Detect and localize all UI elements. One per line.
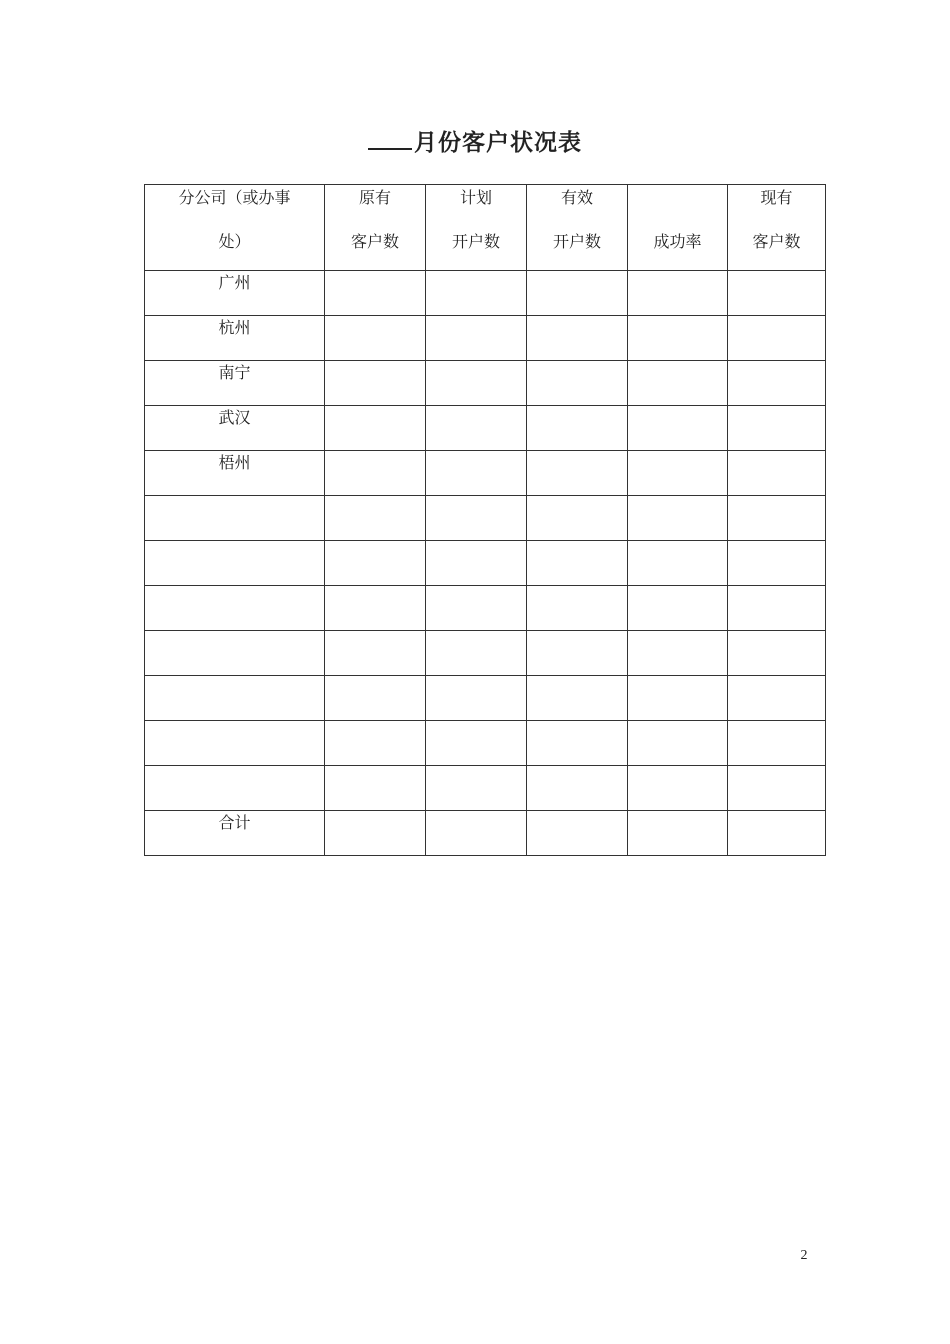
header-line-1: 分公司（或办事 [178, 188, 291, 207]
value-cell [628, 541, 728, 586]
value-cell [527, 541, 628, 586]
header-line-2: 成功率 [653, 232, 702, 251]
branch-cell [145, 766, 325, 811]
branch-name: 合计 [218, 813, 251, 832]
branch-name: 杭州 [218, 318, 251, 337]
header-cell-branch [145, 185, 325, 271]
value-cell [426, 811, 527, 856]
branch-cell [145, 631, 325, 676]
header-line-2: 处） [218, 232, 251, 251]
table-row [145, 271, 826, 316]
table-row [145, 721, 826, 766]
value-cell [527, 631, 628, 676]
header-cell-success-rate [628, 185, 728, 271]
value-cell [728, 811, 826, 856]
branch-cell [145, 676, 325, 721]
value-cell [426, 766, 527, 811]
header-line-1: 计划 [459, 188, 492, 207]
title-text: 月份客户状况表 [414, 130, 582, 156]
value-cell [426, 316, 527, 361]
value-cell [728, 586, 826, 631]
value-cell [325, 541, 426, 586]
value-cell [527, 316, 628, 361]
branch-cell [145, 361, 325, 406]
value-cell [426, 541, 527, 586]
value-cell [426, 676, 527, 721]
value-cell [628, 721, 728, 766]
header-cell-effective-accounts [527, 185, 628, 271]
value-cell [527, 271, 628, 316]
table-row [145, 496, 826, 541]
value-cell [527, 496, 628, 541]
value-cell [325, 271, 426, 316]
value-cell [628, 406, 728, 451]
branch-cell [145, 586, 325, 631]
branch-cell [145, 316, 325, 361]
value-cell [628, 631, 728, 676]
value-cell [426, 721, 527, 766]
value-cell [628, 766, 728, 811]
table-header-row [145, 185, 826, 271]
value-cell [426, 406, 527, 451]
table-row [145, 316, 826, 361]
document-title [0, 124, 950, 157]
value-cell [527, 676, 628, 721]
value-cell [325, 586, 426, 631]
branch-cell [145, 271, 325, 316]
value-cell [728, 271, 826, 316]
value-cell [628, 316, 728, 361]
header-line-2: 开户数 [451, 232, 500, 251]
branch-name: 南宁 [218, 363, 251, 382]
table-row [145, 586, 826, 631]
branch-name: 武汉 [218, 408, 251, 427]
value-cell [527, 721, 628, 766]
value-cell [728, 316, 826, 361]
value-cell [628, 451, 728, 496]
value-cell [628, 676, 728, 721]
value-cell [527, 406, 628, 451]
value-cell [426, 631, 527, 676]
value-cell [426, 496, 527, 541]
branch-cell [145, 496, 325, 541]
header-line-2: 客户数 [350, 232, 399, 251]
table-body [145, 185, 826, 856]
value-cell [728, 496, 826, 541]
branch-cell [145, 541, 325, 586]
header-line-2: 开户数 [552, 232, 601, 251]
value-cell [728, 406, 826, 451]
value-cell [325, 361, 426, 406]
value-cell [728, 721, 826, 766]
value-cell [628, 361, 728, 406]
branch-cell [145, 811, 325, 856]
table-row [145, 676, 826, 721]
value-cell [426, 586, 527, 631]
value-cell [325, 766, 426, 811]
value-cell [728, 766, 826, 811]
value-cell [728, 361, 826, 406]
table-row [145, 541, 826, 586]
value-cell [426, 271, 527, 316]
value-cell [325, 451, 426, 496]
branch-name: 广州 [218, 273, 251, 292]
page-number: 2 [800, 1248, 808, 1263]
header-cell-planned-accounts [426, 185, 527, 271]
value-cell [628, 496, 728, 541]
value-cell [325, 496, 426, 541]
table-row [145, 811, 826, 856]
value-cell [325, 406, 426, 451]
branch-cell [145, 721, 325, 766]
value-cell [628, 271, 728, 316]
value-cell [527, 586, 628, 631]
branch-cell [145, 406, 325, 451]
header-line-2: 客户数 [752, 232, 801, 251]
branch-name: 梧州 [218, 453, 251, 472]
value-cell [628, 811, 728, 856]
value-cell [325, 316, 426, 361]
month-blank-line [368, 132, 412, 150]
value-cell [728, 676, 826, 721]
value-cell [426, 451, 527, 496]
header-line-1: 现有 [760, 188, 793, 207]
header-cell-original-customers [325, 185, 426, 271]
value-cell [728, 631, 826, 676]
value-cell [325, 631, 426, 676]
branch-cell [145, 451, 325, 496]
table-row [145, 766, 826, 811]
value-cell [527, 451, 628, 496]
header-cell-current-customers [728, 185, 826, 271]
value-cell [325, 811, 426, 856]
value-cell [728, 541, 826, 586]
value-cell [628, 586, 728, 631]
value-cell [325, 676, 426, 721]
table-row [145, 361, 826, 406]
value-cell [527, 361, 628, 406]
header-line-1: 有效 [560, 188, 593, 207]
value-cell [325, 721, 426, 766]
customer-status-table [144, 184, 826, 856]
table-row [145, 631, 826, 676]
table-row [145, 406, 826, 451]
header-line-1: 原有 [358, 188, 391, 207]
value-cell [728, 451, 826, 496]
value-cell [527, 766, 628, 811]
value-cell [426, 361, 527, 406]
value-cell [527, 811, 628, 856]
table-row [145, 451, 826, 496]
